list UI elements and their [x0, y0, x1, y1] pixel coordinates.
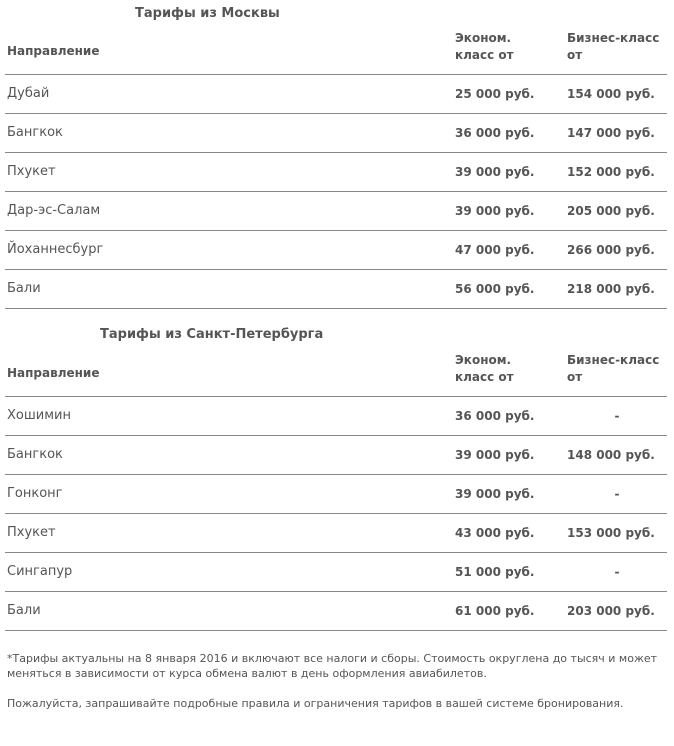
destination-cell: Бали [5, 591, 453, 630]
economy-price-cell: 51 000 руб. [453, 552, 565, 591]
business-price-cell: 147 000 руб. [565, 113, 667, 152]
economy-header: Эконом. класс от [453, 28, 565, 74]
business-price-cell: - [565, 474, 667, 513]
destination-cell: Гонконг [5, 474, 453, 513]
moscow-fares-table [5, 28, 667, 309]
economy-price-cell: 47 000 руб. [453, 230, 565, 269]
table-header-row [5, 349, 667, 396]
table-row [5, 591, 667, 630]
spb-fares-title: Тарифы из Санкт-Петербурга [100, 327, 324, 342]
table-row [5, 152, 667, 191]
destination-cell: Йоханнесбург [5, 230, 453, 269]
business-price-cell: 205 000 руб. [565, 191, 667, 230]
destination-cell: Пхукет [5, 513, 453, 552]
table-row [5, 230, 667, 269]
economy-header: Эконом. класс от [453, 349, 565, 396]
economy-price-cell: 39 000 руб. [453, 474, 565, 513]
destination-cell: Дар-эс-Салам [5, 191, 453, 230]
table-row [5, 113, 667, 152]
destination-cell: Сингапур [5, 552, 453, 591]
destination-cell: Бангкок [5, 113, 453, 152]
business-price-cell: 148 000 руб. [565, 435, 667, 474]
business-price-cell: 154 000 руб. [565, 74, 667, 113]
table-row [5, 191, 667, 230]
economy-price-cell: 39 000 руб. [453, 435, 565, 474]
economy-price-cell: 43 000 руб. [453, 513, 565, 552]
table-row [5, 552, 667, 591]
business-price-cell: 152 000 руб. [565, 152, 667, 191]
destination-cell: Пхукет [5, 152, 453, 191]
table-row [5, 513, 667, 552]
business-header: Бизнес-класс от [565, 349, 667, 396]
economy-price-cell: 56 000 руб. [453, 269, 565, 308]
business-price-cell: 153 000 руб. [565, 513, 667, 552]
business-price-cell: - [565, 396, 667, 435]
table-row [5, 269, 667, 308]
table-row [5, 474, 667, 513]
table-row [5, 74, 667, 113]
moscow-fares-title: Тарифы из Москвы [135, 6, 280, 21]
destination-cell: Хошимин [5, 396, 453, 435]
economy-price-cell: 25 000 руб. [453, 74, 565, 113]
destination-header: Направление [5, 349, 453, 396]
spb-fares-table [5, 349, 667, 631]
business-price-cell: 203 000 руб. [565, 591, 667, 630]
economy-price-cell: 36 000 руб. [453, 396, 565, 435]
destination-cell: Бангкок [5, 435, 453, 474]
destination-cell: Дубай [5, 74, 453, 113]
table-header-row [5, 28, 667, 74]
table-row [5, 435, 667, 474]
business-header: Бизнес-класс от [565, 28, 667, 74]
economy-price-cell: 36 000 руб. [453, 113, 565, 152]
fares-disclaimer: *Тарифы актуальны на 8 января 2016 и включают все налоги и сборы. Стоимость округлена до тысяч и может меняться в зависимости от курса обмена валют в день оформления авиабилетов. [7, 652, 658, 680]
economy-price-cell: 61 000 руб. [453, 591, 565, 630]
business-price-cell: 266 000 руб. [565, 230, 667, 269]
business-price-cell: 218 000 руб. [565, 269, 667, 308]
destination-header: Направление [5, 28, 453, 74]
economy-price-cell: 39 000 руб. [453, 191, 565, 230]
destination-cell: Бали [5, 269, 453, 308]
business-price-cell: - [565, 552, 667, 591]
table-row [5, 396, 667, 435]
booking-rules-note: Пожалуйста, запрашивайте подробные правила и ограничения тарифов в вашей системе бронирования. [7, 697, 624, 710]
economy-price-cell: 39 000 руб. [453, 152, 565, 191]
